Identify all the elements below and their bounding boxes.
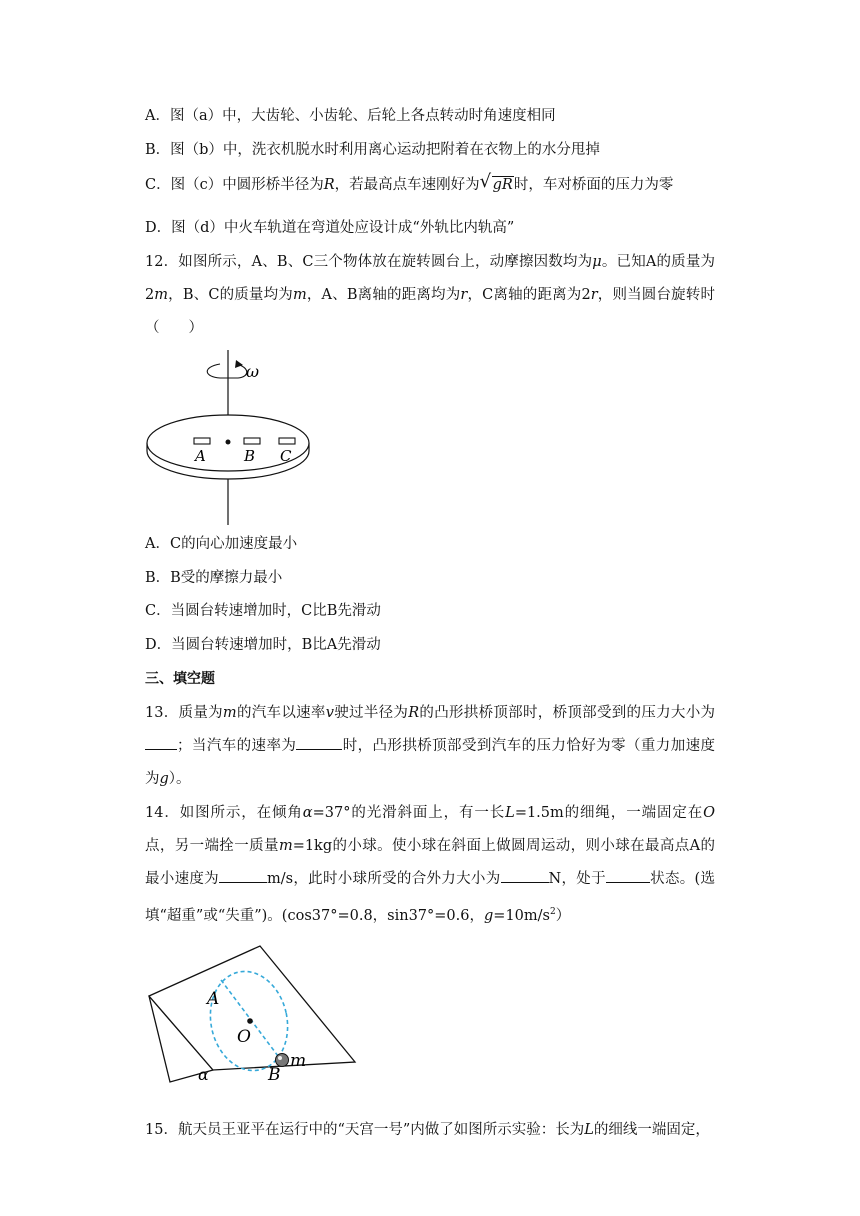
label-o: O bbox=[237, 1027, 251, 1047]
q15-stem: 15．航天员王亚平在运行中的“天宫一号”内做了如图所示实验：长为L的细线一端固定， bbox=[145, 1122, 710, 1138]
answer-blank bbox=[145, 735, 177, 750]
label-c: C bbox=[280, 447, 292, 465]
block-c bbox=[279, 438, 295, 444]
answer-blank bbox=[501, 868, 549, 883]
q14-stem: 14．如图所示，在倾角α=37°的光滑斜面上，有一长L=1.5m的细绳，一端固定在O点，另一端拴一质量m=1kg的小球。使小球在斜面上做圆周运动，则小球在最高点A的最小速度为 m/s，此时小球所受的合外力大小为 N，处于 状态。(选填“超重”或“失重”)。(cos37°=0.8，sin37°=0.6，$g=10m/s^2$） bbox=[145, 805, 716, 924]
q12-option-a: A．C的向心加速度最小 bbox=[145, 536, 298, 552]
q12-option-b: B．B受的摩擦力最小 bbox=[145, 570, 283, 586]
q12-stem: 12．如图所示，A、B、C三个物体放在旋转圆台上，动摩擦因数均为μ。已知A的质量为2m，B、C的质量均为m，A、B离轴的距离均为r，C离轴的距离为2r，则当圆台旋转时（ ） bbox=[145, 254, 715, 336]
q11-option-b: B．图（b）中，洗衣机脱水时利用离心运动把附着在衣物上的水分甩掉 bbox=[145, 142, 600, 158]
axis-center-dot bbox=[226, 440, 231, 445]
label-a: A bbox=[207, 989, 220, 1009]
label-b: B bbox=[268, 1065, 281, 1085]
label-alpha: α bbox=[198, 1065, 209, 1084]
q11-option-c: C．图（c）中圆形桥半径为R，若最高点车速刚好为 √ gR时，车对桥面的压力为零 bbox=[145, 171, 674, 193]
turntable-figure bbox=[140, 345, 320, 530]
block-a bbox=[194, 438, 210, 444]
label-m: m bbox=[290, 1051, 307, 1071]
block-b bbox=[244, 438, 260, 444]
answer-blank bbox=[606, 868, 650, 883]
label-a: A bbox=[195, 447, 206, 465]
q11-option-d: D．图（d）中火车轨道在弯道处应设计成“外轨比内轨高” bbox=[145, 220, 515, 236]
incline-figure bbox=[145, 942, 360, 1087]
q12-option-c: C．当圆台转速增加时，C比B先滑动 bbox=[145, 603, 381, 619]
section-heading: 三、填空题 bbox=[145, 671, 215, 687]
q11-option-a: A．图（a）中，大齿轮、小齿轮、后轮上各点转动时角速度相同 bbox=[145, 108, 556, 124]
label-b: B bbox=[244, 447, 256, 465]
omega-label: ω bbox=[246, 362, 260, 381]
answer-blank bbox=[296, 735, 342, 750]
answer-blank bbox=[219, 868, 267, 883]
sqrt-expression: √ gR bbox=[479, 171, 513, 193]
q13-stem: 13．质量为m的汽车以速率v驶过半径为R的凸形拱桥顶部时，桥顶部受到的压力大小为；当汽车的速率为 时，凸形拱桥顶部受到汽车的压力恰好为零（重力加速度为g）。 bbox=[145, 705, 716, 787]
q12-option-d: D．当圆台转速增加时，B比A先滑动 bbox=[145, 637, 381, 653]
rotation-arrow-icon bbox=[207, 364, 247, 378]
center-o-dot bbox=[247, 1018, 253, 1024]
